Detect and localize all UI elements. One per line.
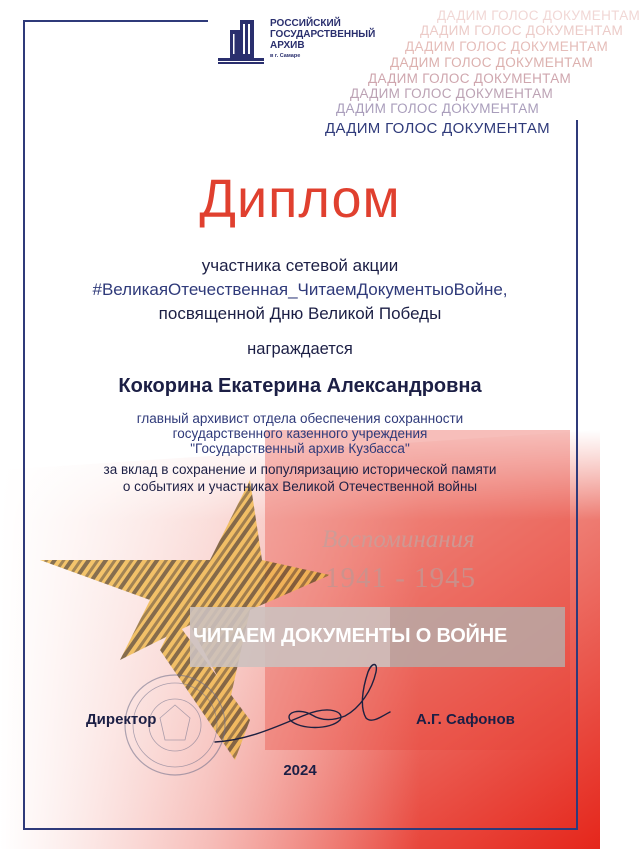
signature-role: Директор <box>86 711 157 728</box>
logo-line-1: РОССИЙСКИЙ <box>270 18 341 29</box>
emblem-word: Воспоминания <box>322 526 475 553</box>
logo-city: в г. Самаре <box>270 53 301 59</box>
slogan-main: ДАДИМ ГОЛОС ДОКУМЕНТАМ <box>325 120 550 137</box>
intro-hashtag: #ВеликаяОтечественная_ЧитаемДокументыоВойне, <box>92 280 508 299</box>
reason-line-2: о событиях и участниках Великой Отечественной войны <box>122 479 478 494</box>
slogan-echo-7: ДАДИМ ГОЛОС ДОКУМЕНТАМ <box>336 101 540 116</box>
recipient-position-1: главный архивист отдела обеспечения сохранности <box>136 411 464 426</box>
slogan-echo-1: ДАДИМ ГОЛОС ДОКУМЕНТАМ <box>437 8 640 23</box>
recipient-name: Кокорина Екатерина Александровна <box>118 375 482 397</box>
slogan-echo-5: ДАДИМ ГОЛОС ДОКУМЕНТАМ <box>368 71 572 86</box>
emblem-years: 1941 - 1945 <box>325 562 477 594</box>
slogan-echo-4: ДАДИМ ГОЛОС ДОКУМЕНТАМ <box>390 55 594 70</box>
intro-line-3: посвященной Дню Великой Победы <box>158 304 442 323</box>
diploma-year: 2024 <box>283 762 317 779</box>
diploma-title: Диплом <box>199 169 401 229</box>
archive-building-icon <box>218 18 264 66</box>
emblem-banner: ЧИТАЕМ ДОКУМЕНТЫ О ВОЙНЕ <box>193 625 508 647</box>
slogan-echo-6: ДАДИМ ГОЛОС ДОКУМЕНТАМ <box>350 86 554 101</box>
intro-line-1: участника сетевой акции <box>201 256 399 275</box>
recipient-position-2: государственного казенного учреждения <box>172 426 428 441</box>
logo-line-2: ГОСУДАРСТВЕННЫЙ <box>270 29 376 40</box>
recipient-position-3: "Государственный архив Кузбасса" <box>190 441 410 456</box>
slogan-echo-3: ДАДИМ ГОЛОС ДОКУМЕНТАМ <box>405 39 609 54</box>
reason-line-1: за вклад в сохранение и популяризацию исторической памяти <box>103 462 497 477</box>
signature-name: А.Г. Сафонов <box>416 711 515 728</box>
archive-logo <box>218 18 375 66</box>
awarded-label: награждается <box>247 340 353 358</box>
slogan-echo-2: ДАДИМ ГОЛОС ДОКУМЕНТАМ <box>420 23 624 38</box>
logo-line-3: АРХИВ <box>270 40 305 51</box>
